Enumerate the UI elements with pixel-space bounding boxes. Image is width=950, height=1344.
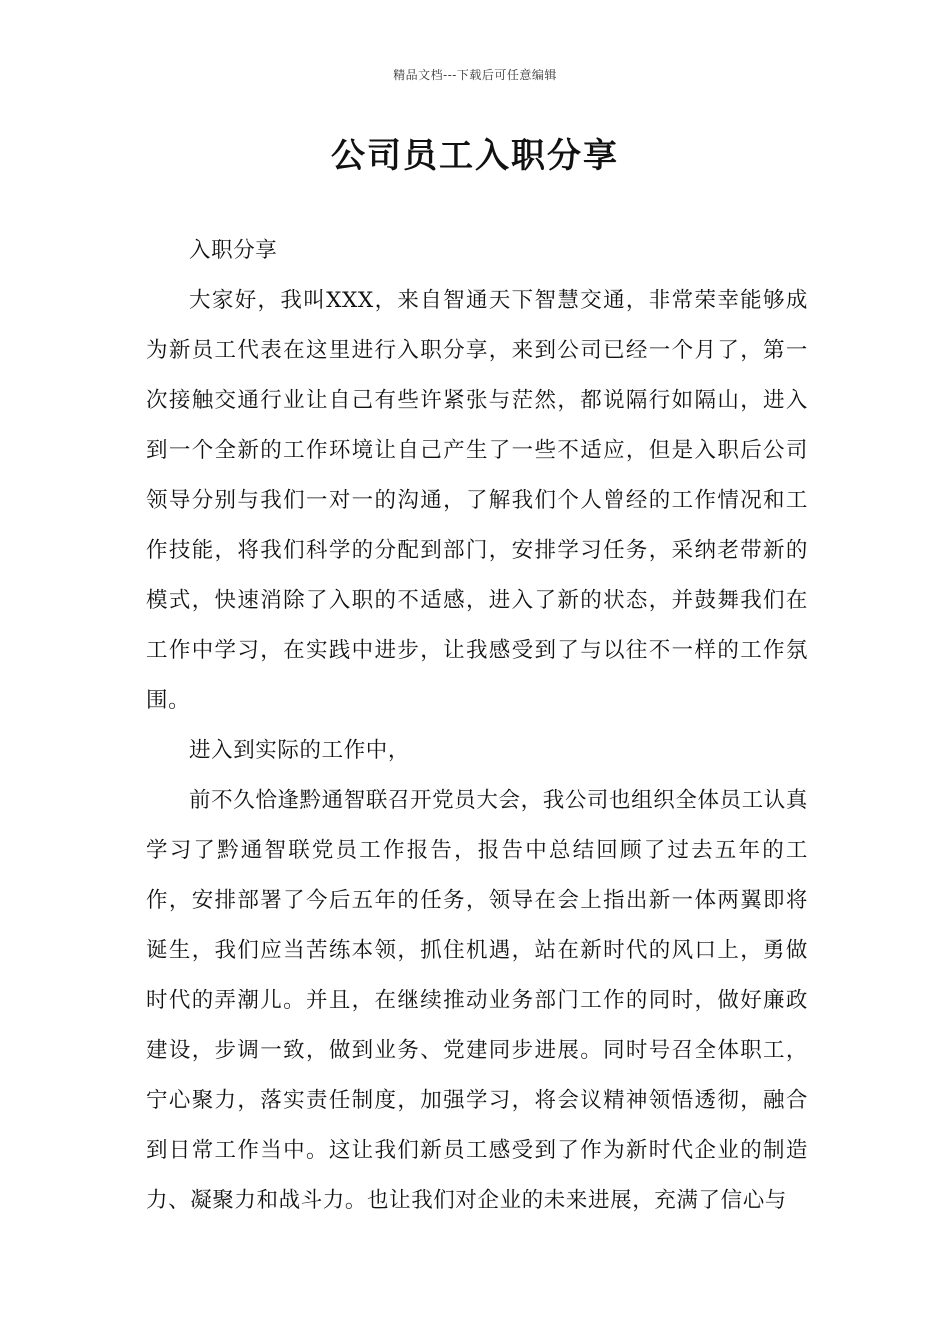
header-note: 精品文档---下载后可任意编辑 bbox=[393, 68, 557, 82]
paragraph-intro: 大家好，我叫XXX，来自智通天下智慧交通，非常荣幸能够成为新员工代表在这里进行入职分享，来到公司已经一个月了，第一次接触交通行业让自己有些许紧张与茫然，都说隔行如隔山，进入到一个全新的工作环境让自己产生了一些不适应，但是入职后公司领导分别与我们一对一的沟通，了解我们个人曾经的工作情况和工作技能，将我们科学的分配到部门，安排学习任务，采纳老带新的模式，快速消除了入职的不适感，进入了新的状态，并鼓舞我们在工作中学习，在实践中进步，让我感受到了与以往不一样的工作氛围。 bbox=[146, 288, 808, 713]
paragraph-section-heading-2: 进入到实际的工作中， bbox=[189, 738, 411, 763]
paragraph-meeting: 前不久恰逢黔通智联召开党员大会，我公司也组织全体员工认真学习了黔通智联党员工作报告，报告中总结回顾了过去五年的工作，安排部署了今后五年的任务，领导在会上指出新一体两翼即将诞生，我们应当苦练本领，抓住机遇，站在新时代的风口上，勇做时代的弄潮儿。并且，在继续推动业务部门工作的同时，做好廉政建设，步调一致，做到业务、党建同步进展。同时号召全体职工，宁心聚力，落实责任制度，加强学习，将会议精神领悟透彻，融合到日常工作当中。这让我们新员工感受到了作为新时代企业的制造力、凝聚力和战斗力。也让我们对企业的未来进展，充满了信心与 bbox=[146, 788, 808, 1213]
document-title: 公司员工入职分享 bbox=[331, 136, 619, 176]
document-body bbox=[146, 226, 808, 1226]
paragraph-section-heading-1: 入职分享 bbox=[189, 238, 278, 263]
